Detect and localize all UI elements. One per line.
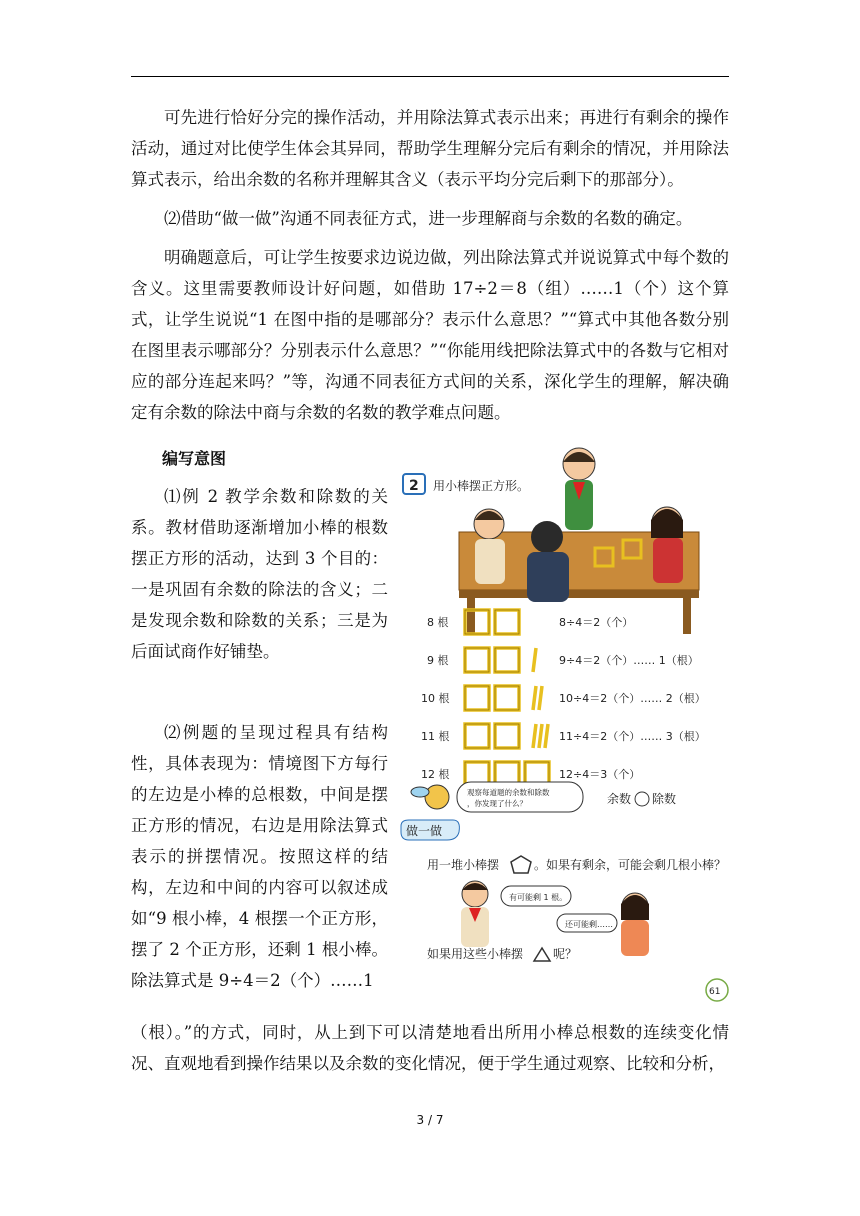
stick-row [427, 648, 699, 672]
example-title: 用小棒摆正方形。 [433, 479, 530, 493]
answer-bubble-2-text: 还可能剩…… [565, 920, 613, 929]
stick-square [495, 724, 519, 748]
stick-square-outline [465, 686, 489, 710]
textbook-figure [397, 442, 737, 1007]
stick-row [421, 686, 706, 710]
stick-square-outline [465, 648, 489, 672]
question-2-part-a: 如果用这些小棒摆 [427, 947, 524, 961]
stick-square-outline [495, 648, 519, 672]
compare-circle [635, 792, 649, 806]
classroom-illustration [459, 448, 699, 634]
row-equation: 8÷4＝2（个） [559, 616, 634, 629]
question-1-part-a: 用一堆小棒摆 [427, 858, 500, 872]
column-paragraph-1: ⑴例 2 教学余数和除数的关系。教材借助逐渐增加小棒的根数摆正方形的活动，达到 3 个目的：一是巩固有余数的除法的含义；二是发现余数和除数的关系；三是为后面试商作好铺垫。 [131, 487, 388, 661]
paragraph-1: 可先进行恰好分完的操作活动，并用除法算式表示出来；再进行有剩余的操作活动，通过对比使学生体会其异同，帮助学生理解分完后有剩余的情况，并用除法算式表示，给出余数的名称并理解其含义（表示平均分完后剩下的那部分）。 [131, 108, 729, 189]
stick-square [465, 648, 489, 672]
row-stick-count: 9 根 [427, 654, 449, 667]
paragraph-3: 明确题意后，可让学生按要求边说边做，列出除法算式并说说算式中每个数的含义。这里需要教师设计好问题，如借助 17÷2＝8（组）……1（个）这个算式，让学生说说“1 在图中指的是哪部分？表示什么意思？”“算式中其他各数分别在图里表示哪部分？分别表示什么意思？”“你能用线把除法算式中的各数与它相对应的部分连起来吗？”等，沟通不同表征方式间的关系，深化学生的理解，解决确定有余数的除法中商与余数的名数的教学难点问题。 [131, 248, 729, 422]
pentagon-icon [511, 856, 531, 873]
loose-stick [539, 724, 542, 748]
question-2-part-b: 呢？ [553, 947, 578, 961]
row-equation: 11÷4＝2（个）…… 3（根） [559, 730, 706, 743]
stick-square [495, 648, 519, 672]
section-heading: 编写意图 [162, 449, 227, 468]
stick-square-outline [495, 610, 519, 634]
row-stick-count: 8 根 [427, 616, 449, 629]
paragraph-continuation: （根）。”的方式，同时，从上到下可以清楚地看出所用小棒总根数的连续变化情况、直观地看到操作结果以及余数的变化情况，便于学生通过观察、比较和分析， [131, 1023, 729, 1073]
row-stick-count: 10 根 [421, 692, 450, 705]
stick-square-outline [495, 686, 519, 710]
question-1-part-b: 。如果有剩余，可能会剩几根小棒？ [534, 858, 727, 872]
try-it-tab-label: 做一做 [406, 824, 443, 838]
stick-square [495, 686, 519, 710]
try-it-section [401, 820, 728, 1001]
loose-stick [533, 648, 536, 672]
row-stick-count: 11 根 [421, 730, 450, 743]
row-stick-count: 12 根 [421, 768, 450, 781]
stick-square [465, 686, 489, 710]
remainder-label: 余数 [607, 792, 632, 806]
stick-rows [421, 610, 706, 786]
loose-stick [533, 686, 536, 710]
stick-row [427, 610, 633, 634]
loose-stick [533, 724, 536, 748]
stick-square-outline [465, 724, 489, 748]
textbook-figure-svg [397, 442, 737, 1007]
stick-square [495, 610, 519, 634]
column-paragraph-2: ⑵例题的呈现过程具有结构性，具体表现为：情境图下方每行的左边是小棒的总根数，中间是摆正方形的情况，右边是用除法算式表示的拼摆情况。按照这样的结构，左边和中间的内容可以叙述成如“9 根小棒，4 根摆一个正方形，摆了 2 个正方形，还剩 1 根小棒。除法算式是 9÷4＝2（个）……1 [131, 723, 388, 990]
stick-row [421, 724, 706, 748]
observation-bubble-group [411, 782, 676, 812]
observation-bubble-text: 观察每道题的余数和除数 ，你发现了什么？ [467, 788, 550, 808]
row-equation: 10÷4＝2（个）…… 2（根） [559, 692, 706, 705]
textbook-page-number: 61 [709, 987, 721, 997]
answer-bubble-1-text: 有可能剩 1 根。 [509, 893, 568, 902]
loose-stick [539, 686, 542, 710]
paragraph-2: ⑵借助“做一做”沟通不同表征方式，进一步理解商与余数的名数的确定。 [164, 209, 693, 228]
header-rule [131, 76, 729, 77]
triangle-icon [534, 948, 550, 961]
divisor-label: 除数 [652, 792, 677, 806]
page-number: 3 / 7 [416, 1113, 444, 1127]
row-equation: 12÷4＝3（个） [559, 768, 641, 781]
example-number: 2 [409, 478, 419, 494]
stick-square [465, 724, 489, 748]
loose-stick [545, 724, 548, 748]
row-equation: 9÷4＝2（个）…… 1（根） [559, 654, 699, 667]
stick-square-outline [495, 724, 519, 748]
